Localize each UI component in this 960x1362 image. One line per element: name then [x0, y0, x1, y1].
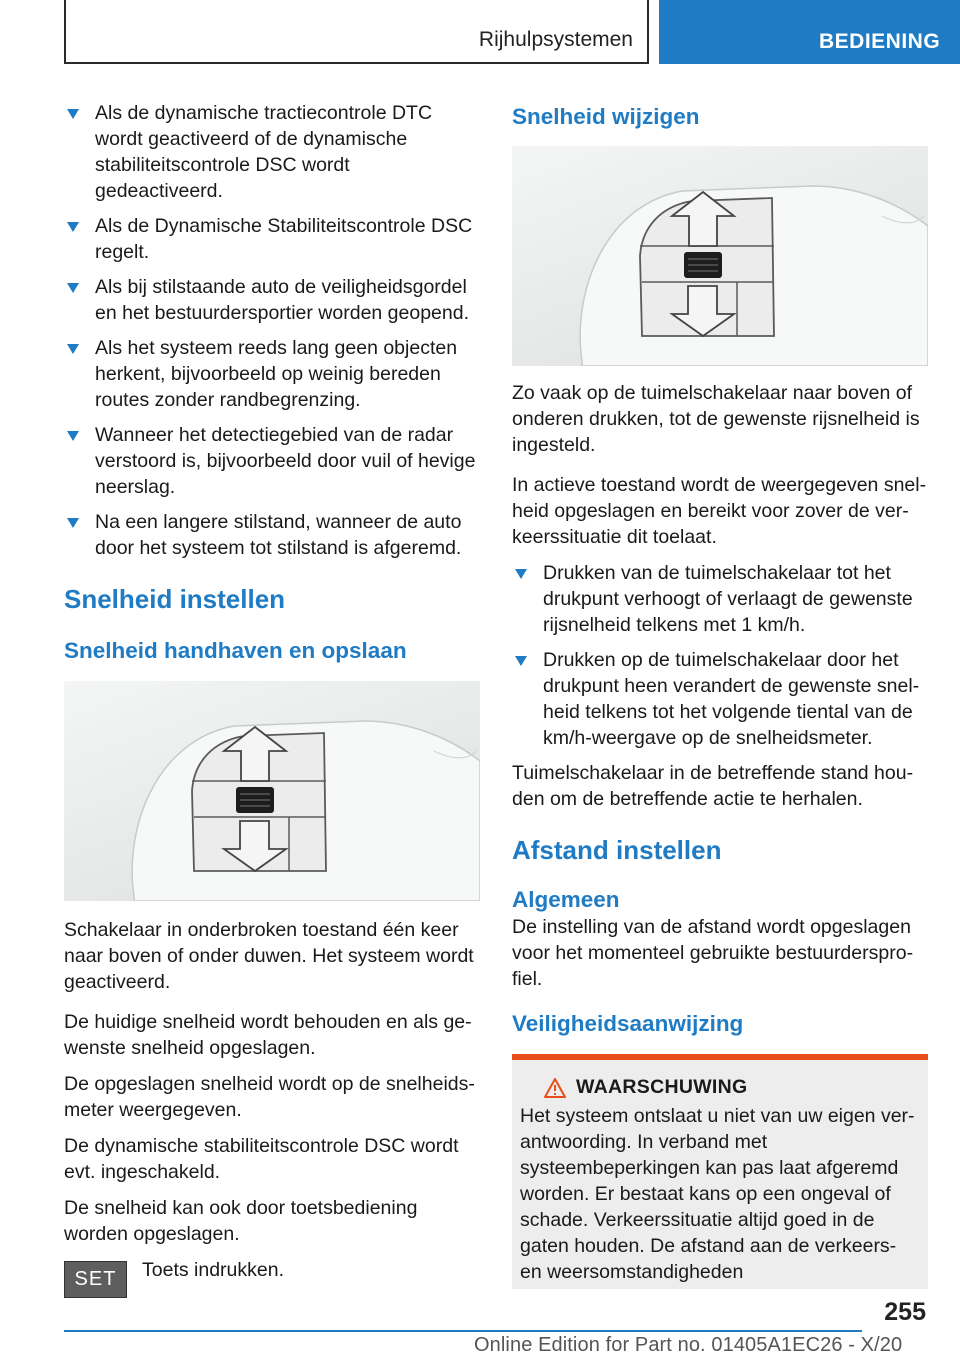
list-item: Als de dynamische tractiecontrole DTC wordt geactiveerd of de dynamische stabiliteitscontrole DSC wordt gedeactiveerd. — [64, 100, 480, 204]
heading-snelheid-handhaven: Snelheid handhaven en opslaan — [64, 638, 407, 663]
list-item: Als het systeem reeds lang geen objecten herkent, bijvoorbeeld op weinig bereden routes zonder randbegrenzing. — [64, 335, 480, 413]
set-instruction-text: Toets indrukken. — [142, 1259, 284, 1281]
paragraph: Tuimelschakelaar in de betreffende stand houden om de betreffende actie te herhalen. — [512, 762, 914, 810]
steering-switch-photo — [64, 681, 480, 901]
list-item: Drukken op de tuimelschakelaar door het drukpunt heen verandert de gewenste snelheid telkens tot het volgende tiental van de km/h-weergave op de snelheidsmeter. — [512, 647, 928, 751]
heading-algemeen: Algemeen — [512, 887, 620, 912]
heading-snelheid-wijzigen: Snelheid wijzigen — [512, 104, 700, 129]
steering-switch-photo-2 — [512, 146, 928, 366]
paragraph: In actieve toestand wordt de weergegeven snelheid opgeslagen en bereikt voor zover de verkeerssituatie dit toelaat. — [512, 474, 927, 548]
heading-snelheid-instellen: Snelheid instellen — [64, 584, 286, 614]
list-item: Drukken van de tuimelschakelaar tot het drukpunt verhoogt of verlaagt de gewenste rijsnelheid telkens met 1 km/h. — [512, 560, 928, 638]
warning-box — [512, 1054, 928, 1289]
paragraph: De dynamische stabiliteitscontrole DSC wordt evt. ingeschakeld. — [64, 1135, 459, 1183]
warning-triangle-icon — [520, 1078, 566, 1098]
warning-title: WAARSCHUWING — [576, 1076, 748, 1098]
triangle-bullet-icon — [67, 431, 79, 441]
page-number: 255 — [884, 1298, 926, 1326]
list-item: Wanneer het detectiegebied van de radar verstoord is, bijvoorbeeld door vuil of hevige neerslag. — [64, 422, 480, 500]
triangle-bullet-icon — [515, 656, 527, 666]
condition-list — [64, 100, 480, 561]
footer-edition: Online Edition for Part no. 01405A1EC26 - X/20 — [474, 1334, 903, 1356]
triangle-bullet-icon — [67, 222, 79, 232]
list-item: Als de Dynamische Stabiliteitscontrole DSC regelt. — [64, 213, 480, 265]
paragraph: Zo vaak op de tuimelschakelaar naar boven of onderen drukken, tot de gewenste rijsnelheid is ingesteld. — [512, 382, 920, 456]
triangle-bullet-icon — [515, 569, 527, 579]
list-item: Na een langere stilstand, wanneer de auto door het systeem tot stilstand is afgeremd. — [64, 509, 480, 561]
footer-divider — [64, 1330, 862, 1332]
left-column — [64, 100, 480, 1301]
triangle-bullet-icon — [67, 283, 79, 293]
warning-text: Het systeem ontslaat u niet van uw eigen verantwoording. In verband met systeembeperkingen kan pas laat afgeremd worden. Er bestaat kans op een ongeval of schade. Verkeerssituatie altijd goed in de gaten houden. De afstand aan de verkeers- en weersomstandigheden — [520, 1105, 915, 1283]
right-column — [512, 100, 928, 1289]
heading-veiligheidsaanwijzing: Veiligheidsaanwijzing — [512, 1011, 744, 1036]
paragraph: Schakelaar in onderbroken toestand één keer naar boven of onder duwen. Het systeem wordt geactiveerd. — [64, 919, 474, 993]
set-button-symbol: SET — [64, 1261, 127, 1298]
paragraph: De huidige snelheid wordt behouden en als gewenste snelheid opgeslagen. — [64, 1011, 472, 1059]
header-chapter-tab — [659, 0, 960, 64]
triangle-bullet-icon — [67, 344, 79, 354]
paragraph: De instelling van de afstand wordt opgeslagen voor het momenteel gebruikte bestuurdersprofiel. — [512, 916, 914, 990]
heading-afstand-instellen: Afstand instellen — [512, 835, 722, 865]
triangle-bullet-icon — [67, 109, 79, 119]
list-item: Als bij stilstaande auto de veiligheidsgordel en het bestuurdersportier worden geopend. — [64, 274, 480, 326]
set-instruction-row — [64, 1257, 480, 1301]
steering-switch-illustration-2 — [512, 146, 928, 366]
header-section-box — [64, 0, 649, 64]
paragraph: De opgeslagen snelheid wordt op de snelheidsmeter weergegeven. — [64, 1073, 475, 1121]
steering-switch-illustration — [64, 681, 480, 901]
warning-header — [520, 1076, 920, 1099]
paragraph: De snelheid kan ook door toetsbediening worden opgeslagen. — [64, 1197, 418, 1245]
header-section-title: Rijhulpsystemen — [478, 28, 633, 51]
rocker-switch-list — [512, 560, 928, 751]
header-chapter-title: BEDIENING — [819, 30, 941, 53]
triangle-bullet-icon — [67, 518, 79, 528]
